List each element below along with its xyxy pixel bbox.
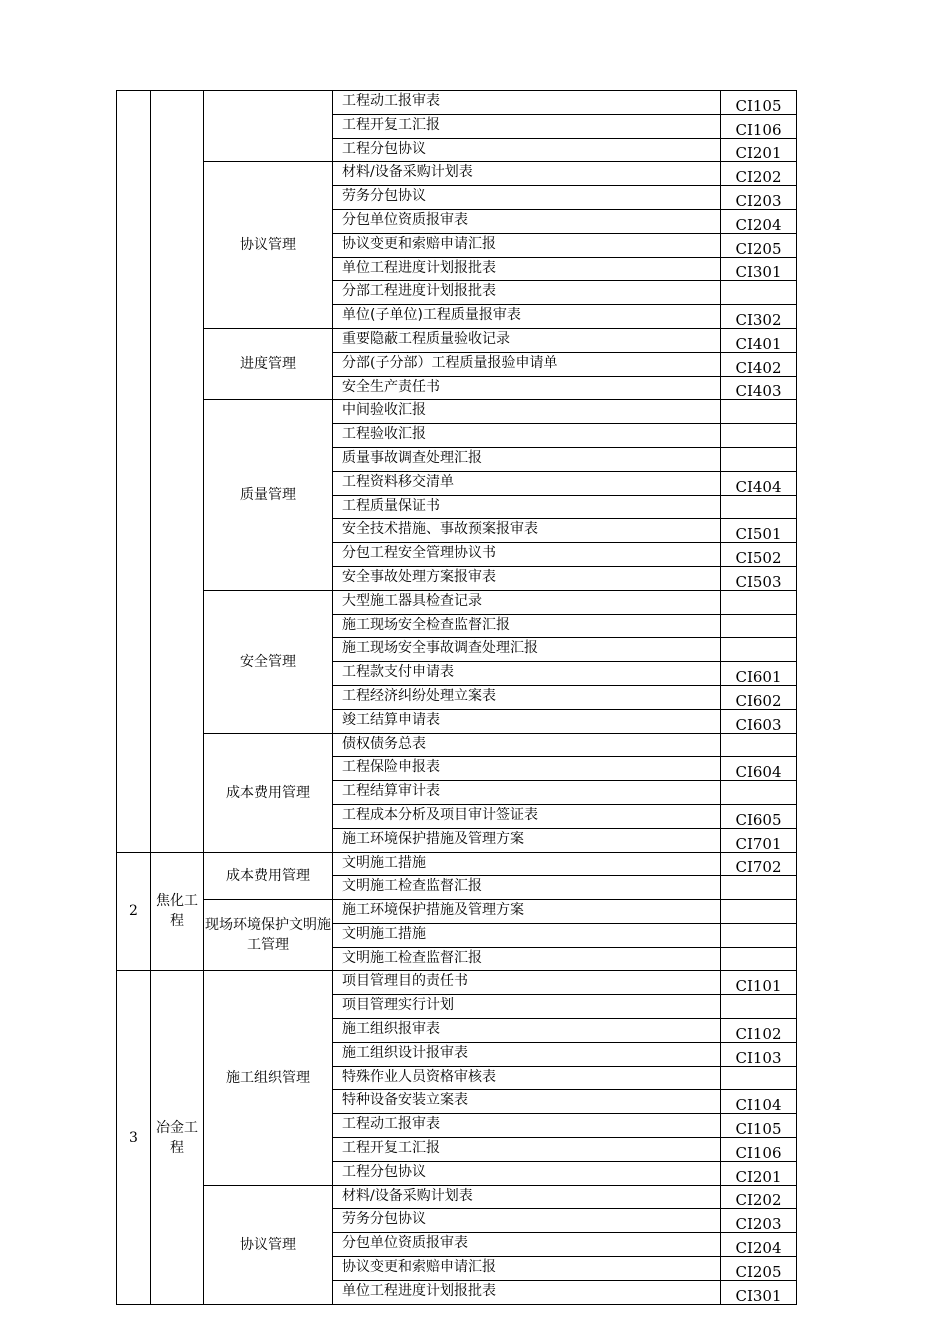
section-title: 施工组织管理	[204, 971, 333, 1185]
form-code: CI205	[721, 1257, 797, 1281]
form-code	[721, 614, 797, 638]
form-item-name: 大型施工器具检查记录	[333, 590, 721, 614]
form-code: CI105	[721, 91, 797, 115]
section-title: 协议管理	[204, 162, 333, 329]
form-code: CI101	[721, 971, 797, 995]
form-code: CI301	[721, 257, 797, 281]
form-item-name: 文明施工措施	[333, 852, 721, 876]
form-code: CI503	[721, 566, 797, 590]
form-item-name: 安全生产责任书	[333, 376, 721, 400]
table-row	[117, 900, 797, 924]
form-item-name: 文明施工措施	[333, 923, 721, 947]
section-title: 进度管理	[204, 328, 333, 399]
group-name: 冶金工程	[151, 971, 204, 1304]
form-code	[721, 733, 797, 757]
form-item-name: 工程分包协议	[333, 138, 721, 162]
form-item-name: 工程验收汇报	[333, 424, 721, 448]
form-item-name: 工程开复工汇报	[333, 114, 721, 138]
form-item-name: 单位(子单位)工程质量报审表	[333, 305, 721, 329]
form-code: CI106	[721, 1138, 797, 1162]
form-item-name: 分包单位资质报审表	[333, 1233, 721, 1257]
table-row	[117, 1185, 797, 1209]
form-code: CI204	[721, 209, 797, 233]
form-code: CI404	[721, 471, 797, 495]
form-item-name: 工程动工报审表	[333, 91, 721, 115]
form-item-name: 材料/设备采购计划表	[333, 1185, 721, 1209]
form-code	[721, 781, 797, 805]
group-name	[151, 91, 204, 853]
form-item-name: 分包工程安全管理协议书	[333, 543, 721, 567]
section-title: 成本费用管理	[204, 733, 333, 852]
form-code: CI501	[721, 519, 797, 543]
form-item-name: 施工组织设计报审表	[333, 1042, 721, 1066]
form-code	[721, 995, 797, 1019]
form-item-name: 债权债务总表	[333, 733, 721, 757]
form-code: CI601	[721, 662, 797, 686]
form-item-name: 工程分包协议	[333, 1161, 721, 1185]
form-item-name: 文明施工检查监督汇报	[333, 876, 721, 900]
table-row	[117, 162, 797, 186]
form-code: CI205	[721, 233, 797, 257]
table-row	[117, 328, 797, 352]
table-row	[117, 400, 797, 424]
form-item-name: 协议变更和索赔申请汇报	[333, 1257, 721, 1281]
section-title	[204, 91, 333, 162]
form-code: CI402	[721, 352, 797, 376]
form-item-name: 工程款支付申请表	[333, 662, 721, 686]
table-row	[117, 91, 797, 115]
form-item-name: 安全技术措施、事故预案报审表	[333, 519, 721, 543]
group-number	[117, 91, 151, 853]
form-item-name: 材料/设备采购计划表	[333, 162, 721, 186]
form-item-name: 特种设备安装立案表	[333, 1090, 721, 1114]
form-code: CI603	[721, 709, 797, 733]
form-code: CI103	[721, 1042, 797, 1066]
form-item-name: 工程动工报审表	[333, 1114, 721, 1138]
form-code	[721, 590, 797, 614]
section-title: 成本费用管理	[204, 852, 333, 900]
form-code: CI201	[721, 1161, 797, 1185]
section-title: 安全管理	[204, 590, 333, 733]
form-item-name: 分包单位资质报审表	[333, 209, 721, 233]
group-name: 焦化工程	[151, 852, 204, 971]
section-title: 质量管理	[204, 400, 333, 590]
table-body	[117, 91, 797, 1305]
group-number: 2	[117, 852, 151, 971]
form-code: CI203	[721, 186, 797, 210]
form-code: CI202	[721, 1185, 797, 1209]
form-code: CI102	[721, 1019, 797, 1043]
form-code	[721, 424, 797, 448]
form-item-name: 项目管理目的责任书	[333, 971, 721, 995]
form-item-name: 中间验收汇报	[333, 400, 721, 424]
form-item-name: 劳务分包协议	[333, 1209, 721, 1233]
form-code: CI604	[721, 757, 797, 781]
table-row	[117, 733, 797, 757]
form-code: CI602	[721, 685, 797, 709]
form-code: CI202	[721, 162, 797, 186]
form-code: CI104	[721, 1090, 797, 1114]
form-code	[721, 495, 797, 519]
table-row	[117, 852, 797, 876]
form-item-name: 工程结算审计表	[333, 781, 721, 805]
form-code: CI105	[721, 1114, 797, 1138]
form-code: CI204	[721, 1233, 797, 1257]
form-code: CI401	[721, 328, 797, 352]
table-row	[117, 590, 797, 614]
form-item-name: 重要隐蔽工程质量验收记录	[333, 328, 721, 352]
form-code	[721, 447, 797, 471]
form-item-name: 工程经济纠纷处理立案表	[333, 685, 721, 709]
form-item-name: 安全事故处理方案报审表	[333, 566, 721, 590]
form-item-name: 质量事故调查处理汇报	[333, 447, 721, 471]
form-item-name: 工程开复工汇报	[333, 1138, 721, 1162]
form-code: CI701	[721, 828, 797, 852]
form-item-name: 施工现场安全事故调查处理汇报	[333, 638, 721, 662]
group-number: 3	[117, 971, 151, 1304]
form-code: CI106	[721, 114, 797, 138]
form-item-name: 劳务分包协议	[333, 186, 721, 210]
form-item-name: 文明施工检查监督汇报	[333, 947, 721, 971]
form-item-name: 竣工结算申请表	[333, 709, 721, 733]
form-item-name: 工程资料移交清单	[333, 471, 721, 495]
form-item-name: 工程保险申报表	[333, 757, 721, 781]
form-code: CI301	[721, 1280, 797, 1304]
table-row	[117, 971, 797, 995]
form-item-name: 工程质量保证书	[333, 495, 721, 519]
form-code	[721, 923, 797, 947]
form-item-name: 单位工程进度计划报批表	[333, 1280, 721, 1304]
form-item-name: 施工环境保护措施及管理方案	[333, 900, 721, 924]
form-code	[721, 900, 797, 924]
form-item-name: 工程成本分析及项目审计签证表	[333, 804, 721, 828]
section-title: 协议管理	[204, 1185, 333, 1304]
form-code	[721, 638, 797, 662]
form-code	[721, 947, 797, 971]
form-code	[721, 876, 797, 900]
form-code: CI605	[721, 804, 797, 828]
document-page	[116, 90, 797, 1305]
form-item-name: 单位工程进度计划报批表	[333, 257, 721, 281]
form-item-name: 特殊作业人员资格审核表	[333, 1066, 721, 1090]
record-form-table	[116, 90, 797, 1305]
form-item-name: 施工环境保护措施及管理方案	[333, 828, 721, 852]
form-code: CI201	[721, 138, 797, 162]
form-code	[721, 1066, 797, 1090]
form-item-name: 分部工程进度计划报批表	[333, 281, 721, 305]
form-code: CI502	[721, 543, 797, 567]
form-item-name: 施工现场安全检查监督汇报	[333, 614, 721, 638]
form-item-name: 项目管理实行计划	[333, 995, 721, 1019]
form-item-name: 施工组织报审表	[333, 1019, 721, 1043]
section-title: 现场环境保护文明施工管理	[204, 900, 333, 971]
form-code: CI302	[721, 305, 797, 329]
form-item-name: 分部(子分部）工程质量报验申请单	[333, 352, 721, 376]
form-code	[721, 400, 797, 424]
form-code	[721, 281, 797, 305]
form-code: CI403	[721, 376, 797, 400]
form-item-name: 协议变更和索赔申请汇报	[333, 233, 721, 257]
form-code: CI203	[721, 1209, 797, 1233]
form-code: CI702	[721, 852, 797, 876]
